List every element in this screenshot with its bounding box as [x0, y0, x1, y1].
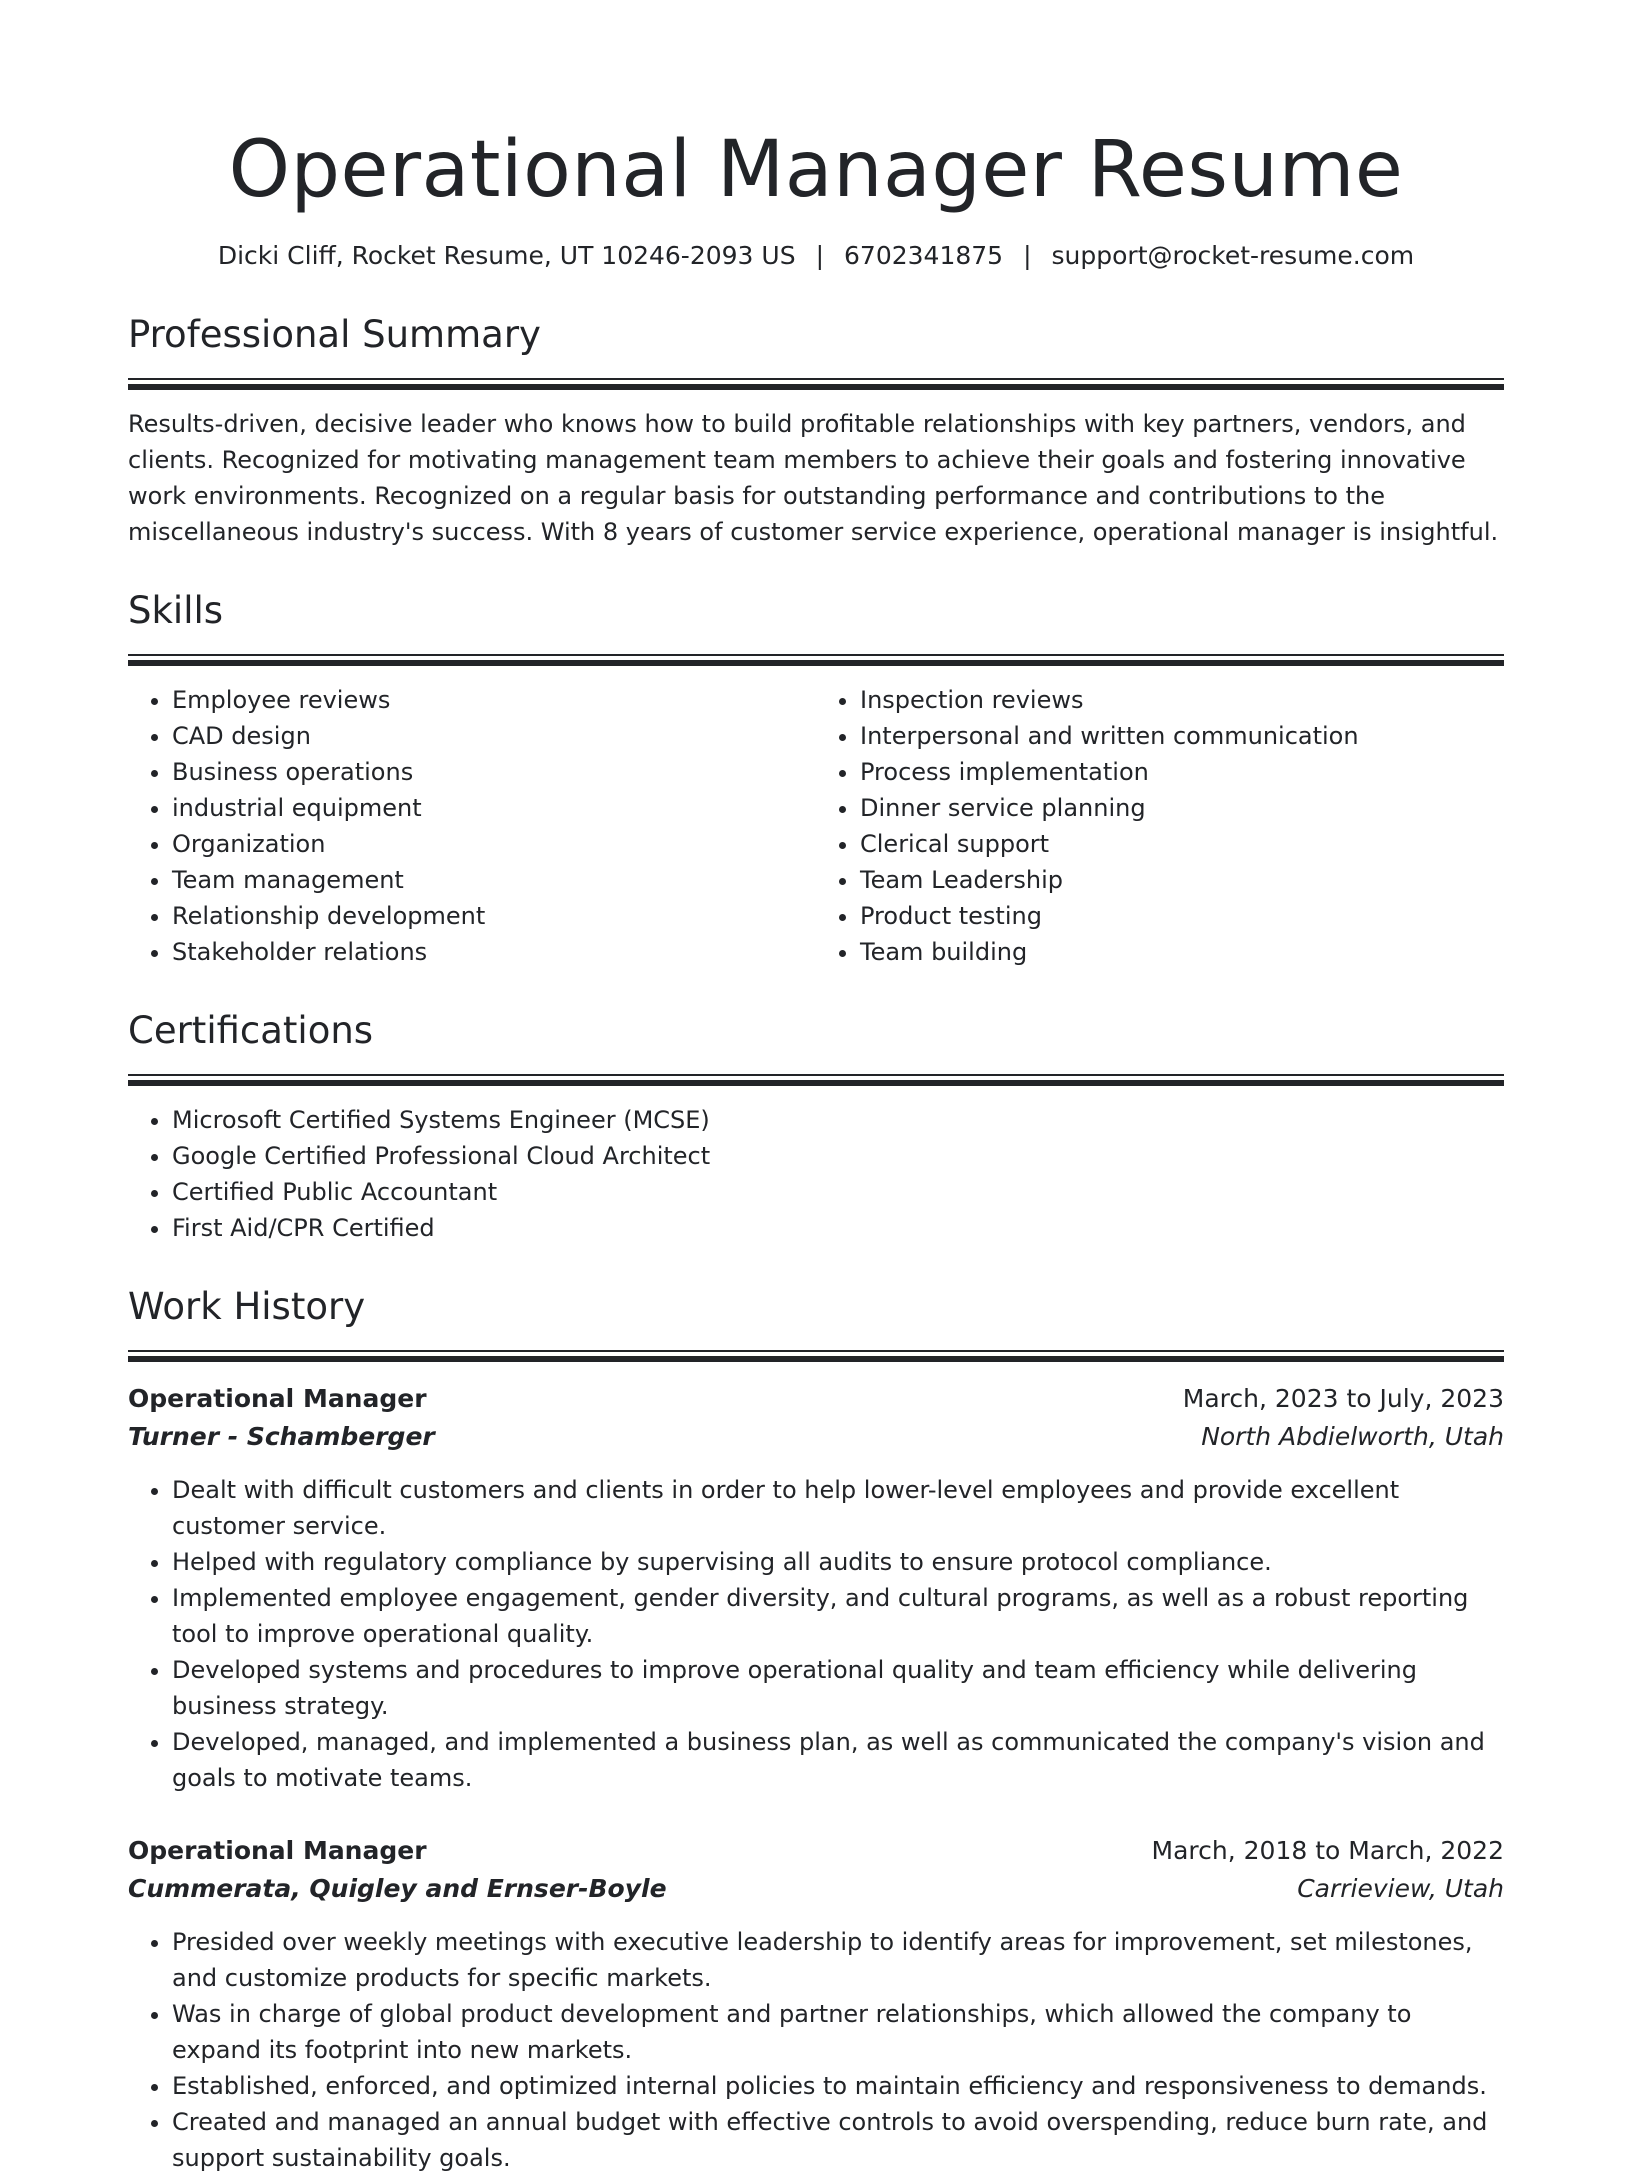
skill-item: • Dinner service planning [860, 790, 1504, 826]
job-company-row [128, 1870, 1504, 1908]
work-history-section [128, 1282, 1504, 2176]
skill-item: • Team management [172, 862, 816, 898]
summary-section [128, 310, 1504, 550]
section-heading: Certifications [128, 1009, 374, 1052]
section-divider [128, 1074, 1504, 1086]
summary-text: Results-driven, decisive leader who knows how to build profitable relationships with key partners, vendors, and clients. Recognized for motivating management team members to achieve their goals and fostering innovative work environments. Recognized on a regular basis for outstanding performance and contributions to the miscellaneous industry's success. With 8 years of customer service experience, operational manager is insightful. [128, 410, 1499, 546]
contact-separator: | [1023, 241, 1032, 270]
skill-item: • Team Leadership [860, 862, 1504, 898]
job-bullet: • Created and managed an annual budget with effective controls to avoid overspending, reduce burn rate, and support sustainability goals. [172, 2104, 1504, 2176]
job-location: North Abdielworth, Utah [1201, 1422, 1504, 1451]
job-title: Operational Manager [128, 1384, 427, 1413]
certifications-list [128, 1102, 1504, 1246]
certification-item: • Microsoft Certified Systems Engineer (MCSE) [172, 1102, 1504, 1138]
section-divider [128, 378, 1504, 390]
job-bullet: • Helped with regulatory compliance by supervising all audits to ensure protocol compliance. [172, 1544, 1504, 1580]
skill-item: • Interpersonal and written communication [860, 718, 1504, 754]
skill-item: • CAD design [172, 718, 816, 754]
job-company: Turner - Schamberger [128, 1422, 435, 1451]
skill-item: • Relationship development [172, 898, 816, 934]
skill-item: • industrial equipment [172, 790, 816, 826]
skill-item: • Clerical support [860, 826, 1504, 862]
job-location: Carrieview, Utah [1297, 1874, 1504, 1903]
job-bullet: • Dealt with difficult customers and clients in order to help lower-level employees and provide excellent customer service. [172, 1472, 1504, 1544]
skill-item: • Inspection reviews [860, 682, 1504, 718]
skills-list-left [128, 682, 816, 970]
section-heading: Work History [128, 1285, 366, 1328]
job-dates: March, 2023 to July, 2023 [1182, 1384, 1504, 1413]
section-divider [128, 654, 1504, 666]
skills-list-right [816, 682, 1504, 970]
job-bullet: • Presided over weekly meetings with executive leadership to identify areas for improvement, set milestones, and customize products for specific markets. [172, 1924, 1504, 1996]
certification-item: • First Aid/CPR Certified [172, 1210, 1504, 1246]
certification-item: • Certified Public Accountant [172, 1174, 1504, 1210]
skill-item: • Stakeholder relations [172, 934, 816, 970]
certifications-section [128, 1006, 1504, 1246]
contact-line [128, 238, 1504, 274]
job-bullet: • Established, enforced, and optimized internal policies to maintain efficiency and responsiveness to demands. [172, 2068, 1504, 2104]
section-divider [128, 1350, 1504, 1362]
contact-phone: 6702341875 [844, 241, 1004, 270]
job-bullets [128, 1924, 1504, 2176]
job-bullets [128, 1472, 1504, 1796]
job-bullet: • Was in charge of global product development and partner relationships, which allowed the company to expand its footprint into new markets. [172, 1996, 1504, 2068]
skill-item: • Organization [172, 826, 816, 862]
skill-item: • Process implementation [860, 754, 1504, 790]
skill-item: • Team building [860, 934, 1504, 970]
section-heading: Professional Summary [128, 313, 541, 356]
skill-item: • Employee reviews [172, 682, 816, 718]
contact-address: Dicki Cliff, Rocket Resume, UT 10246-2093 US [217, 241, 796, 270]
contact-email: support@rocket-resume.com [1051, 241, 1415, 270]
job-title: Operational Manager [128, 1836, 427, 1865]
certification-item: • Google Certified Professional Cloud Architect [172, 1138, 1504, 1174]
contact-separator: | [815, 241, 825, 270]
skills-section [128, 586, 1504, 970]
skill-item: • Business operations [172, 754, 816, 790]
job-dates: March, 2018 to March, 2022 [1151, 1836, 1504, 1865]
job-bullet: • Developed, managed, and implemented a business plan, as well as communicated the company's vision and goals to motivate teams. [172, 1724, 1504, 1796]
section-heading: Skills [128, 589, 224, 632]
job-entry [128, 1832, 1504, 2176]
job-company: Cummerata, Quigley and Ernser-Boyle [128, 1874, 667, 1903]
job-header-row [128, 1380, 1504, 1418]
job-header-row [128, 1832, 1504, 1870]
skill-item: • Product testing [860, 898, 1504, 934]
job-company-row [128, 1418, 1504, 1456]
skills-grid [128, 666, 1504, 970]
job-bullet: • Implemented employee engagement, gender diversity, and cultural programs, as well as a robust reporting tool to improve operational quality. [172, 1580, 1504, 1652]
job-bullet: • Developed systems and procedures to improve operational quality and team efficiency while delivering business strategy. [172, 1652, 1504, 1724]
page-title: Operational Manager Resume [228, 125, 1404, 215]
job-entry [128, 1380, 1504, 1796]
